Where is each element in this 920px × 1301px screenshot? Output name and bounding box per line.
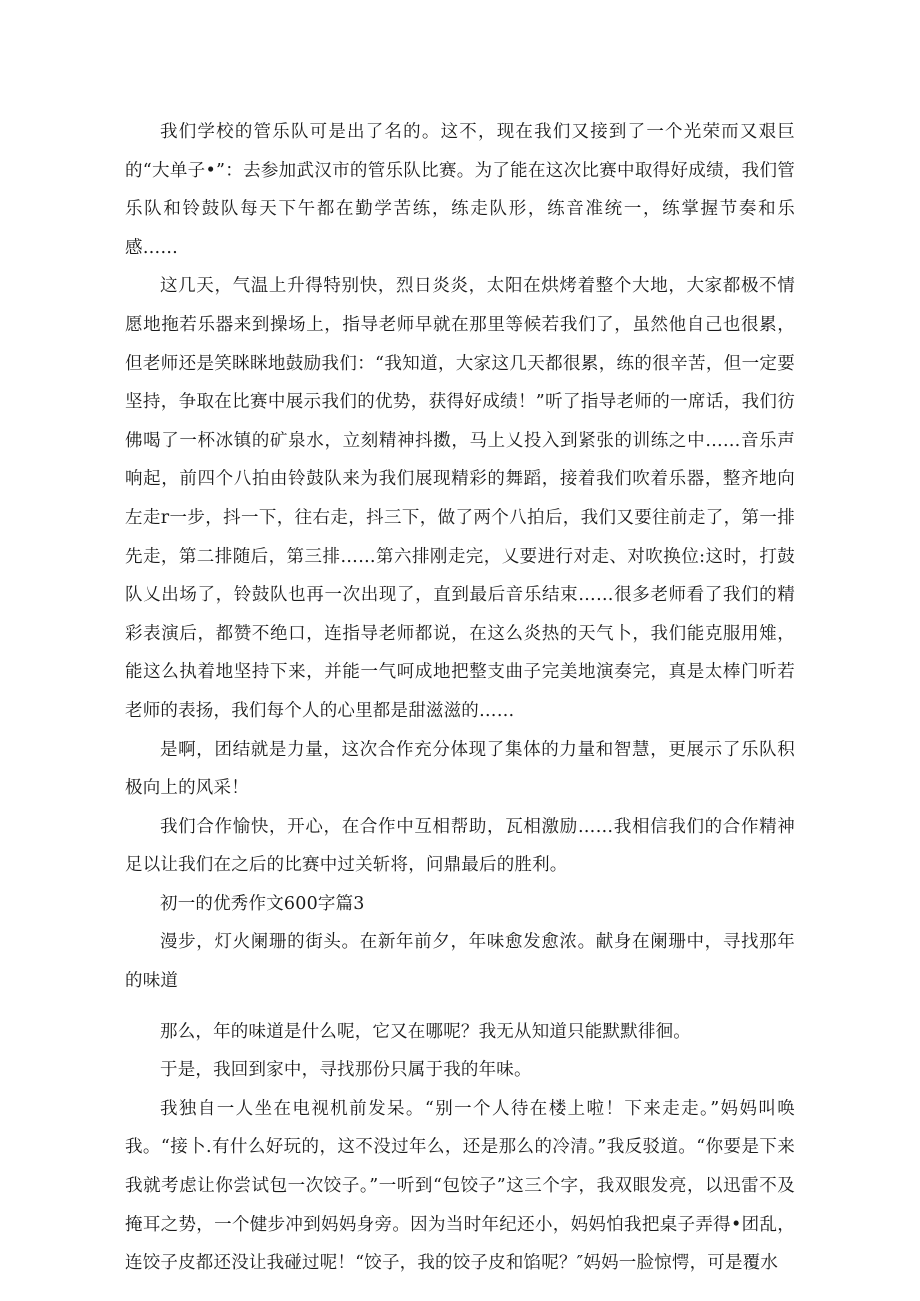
paragraph: 漫步，灯火阑珊的街头。在新年前夕，年味愈发愈浓。献身在阑珊中，寻找那年的味道 [125,932,795,992]
document-body [125,113,795,1283]
paragraph: 于是，我回到家中，寻找那份只属于我的年味。 [160,1060,532,1081]
paragraph: 我们合作愉快，开心，在合作中互相帮助，瓦相激励……我相信我们的合作精神足以让我们在之后的比赛中过关斩将，问鼎最后的胜利。 [125,816,795,876]
paragraph: 我们学校的管乐队可是出了名的。这不，现在我们又接到了一个光荣而又艰巨的“大单子•”：去参加武汉市的管乐队比赛。为了能在这次比赛中取得好成绩，我们管乐队和铃鼓队每天下午都在勤学苦练，练走队形，练音准统一，练掌握节奏和乐感…… [125,122,795,258]
paragraph: 那么，年的味道是什么呢，它又在哪呢？我无从知道只能默默徘徊。 [160,1021,691,1042]
paragraph: 我独自一人坐在电视机前发呆。“别一个人待在楼上啦！下来走走。”妈妈叫唤我。“接卜.有什么好玩的，这不没过年么，还是那么的冷清。”我反驳道。“你要是下来我就考虑让你尝试包一次饺子。”一听到“包饺子”这三个字，我双眼发亮，以迅雷不及掩耳之势，一个健步冲到妈妈身旁。因为当时年纪还小，妈妈怕我把桌子弄得•团乱，连饺子皮都还没让我碰过呢！“饺子，我的饺子皮和馅呢？″妈妈一脸惊愕，可是覆水 [125,1098,795,1274]
section-heading: 初一的优秀作文600字篇3 [160,893,365,914]
paragraph: 是啊，团结就是力量，这次合作充分体现了集体的力量和智慧，更展示了乐队积极向上的风采！ [125,739,795,799]
paragraph: 这几天，气温上升得特别快，烈日炎炎，太阳在烘烤着整个大地，大家都极不情愿地拖若乐器来到操场上，指导老师早就在那里等候若我们了，虽然他自己也很累，但老师还是笑眯眯地鼓励我们：“我知道，大家这几天都很累，练的很辛苦，但一定要坚持，争取在比赛中展示我们的优势，获得好成绩！”听了指导老师的一席话，我们彷佛喝了一杯冰镇的矿泉水，立刻精神抖擞，马上乂投入到紧张的训练之中……音乐声响起，前四个八拍由铃鼓队来为我们展现精彩的舞蹈，接着我们吹着乐器，整齐地向左走r一步，抖一下，往右走，抖三下，做了两个八拍后，我们又要往前走了，第一排先走，第二排随后，第三排……第六排刚走完，乂要进行对走、对吹换位:这时，打鼓队乂出场了，铃鼓队也再一次出现了，直到最后音乐结束……很多老师看了我们的精彩表演后，都赞不绝口，连指导老师都说，在这么炎热的天气卜，我们能克服用雉，能这么执着地坚持下来，并能一气呵成地把整支曲子完美地演奏完，真是太棒门听若老师的表扬，我们每个人的心里都是甜滋滋的…… [125,276,795,721]
